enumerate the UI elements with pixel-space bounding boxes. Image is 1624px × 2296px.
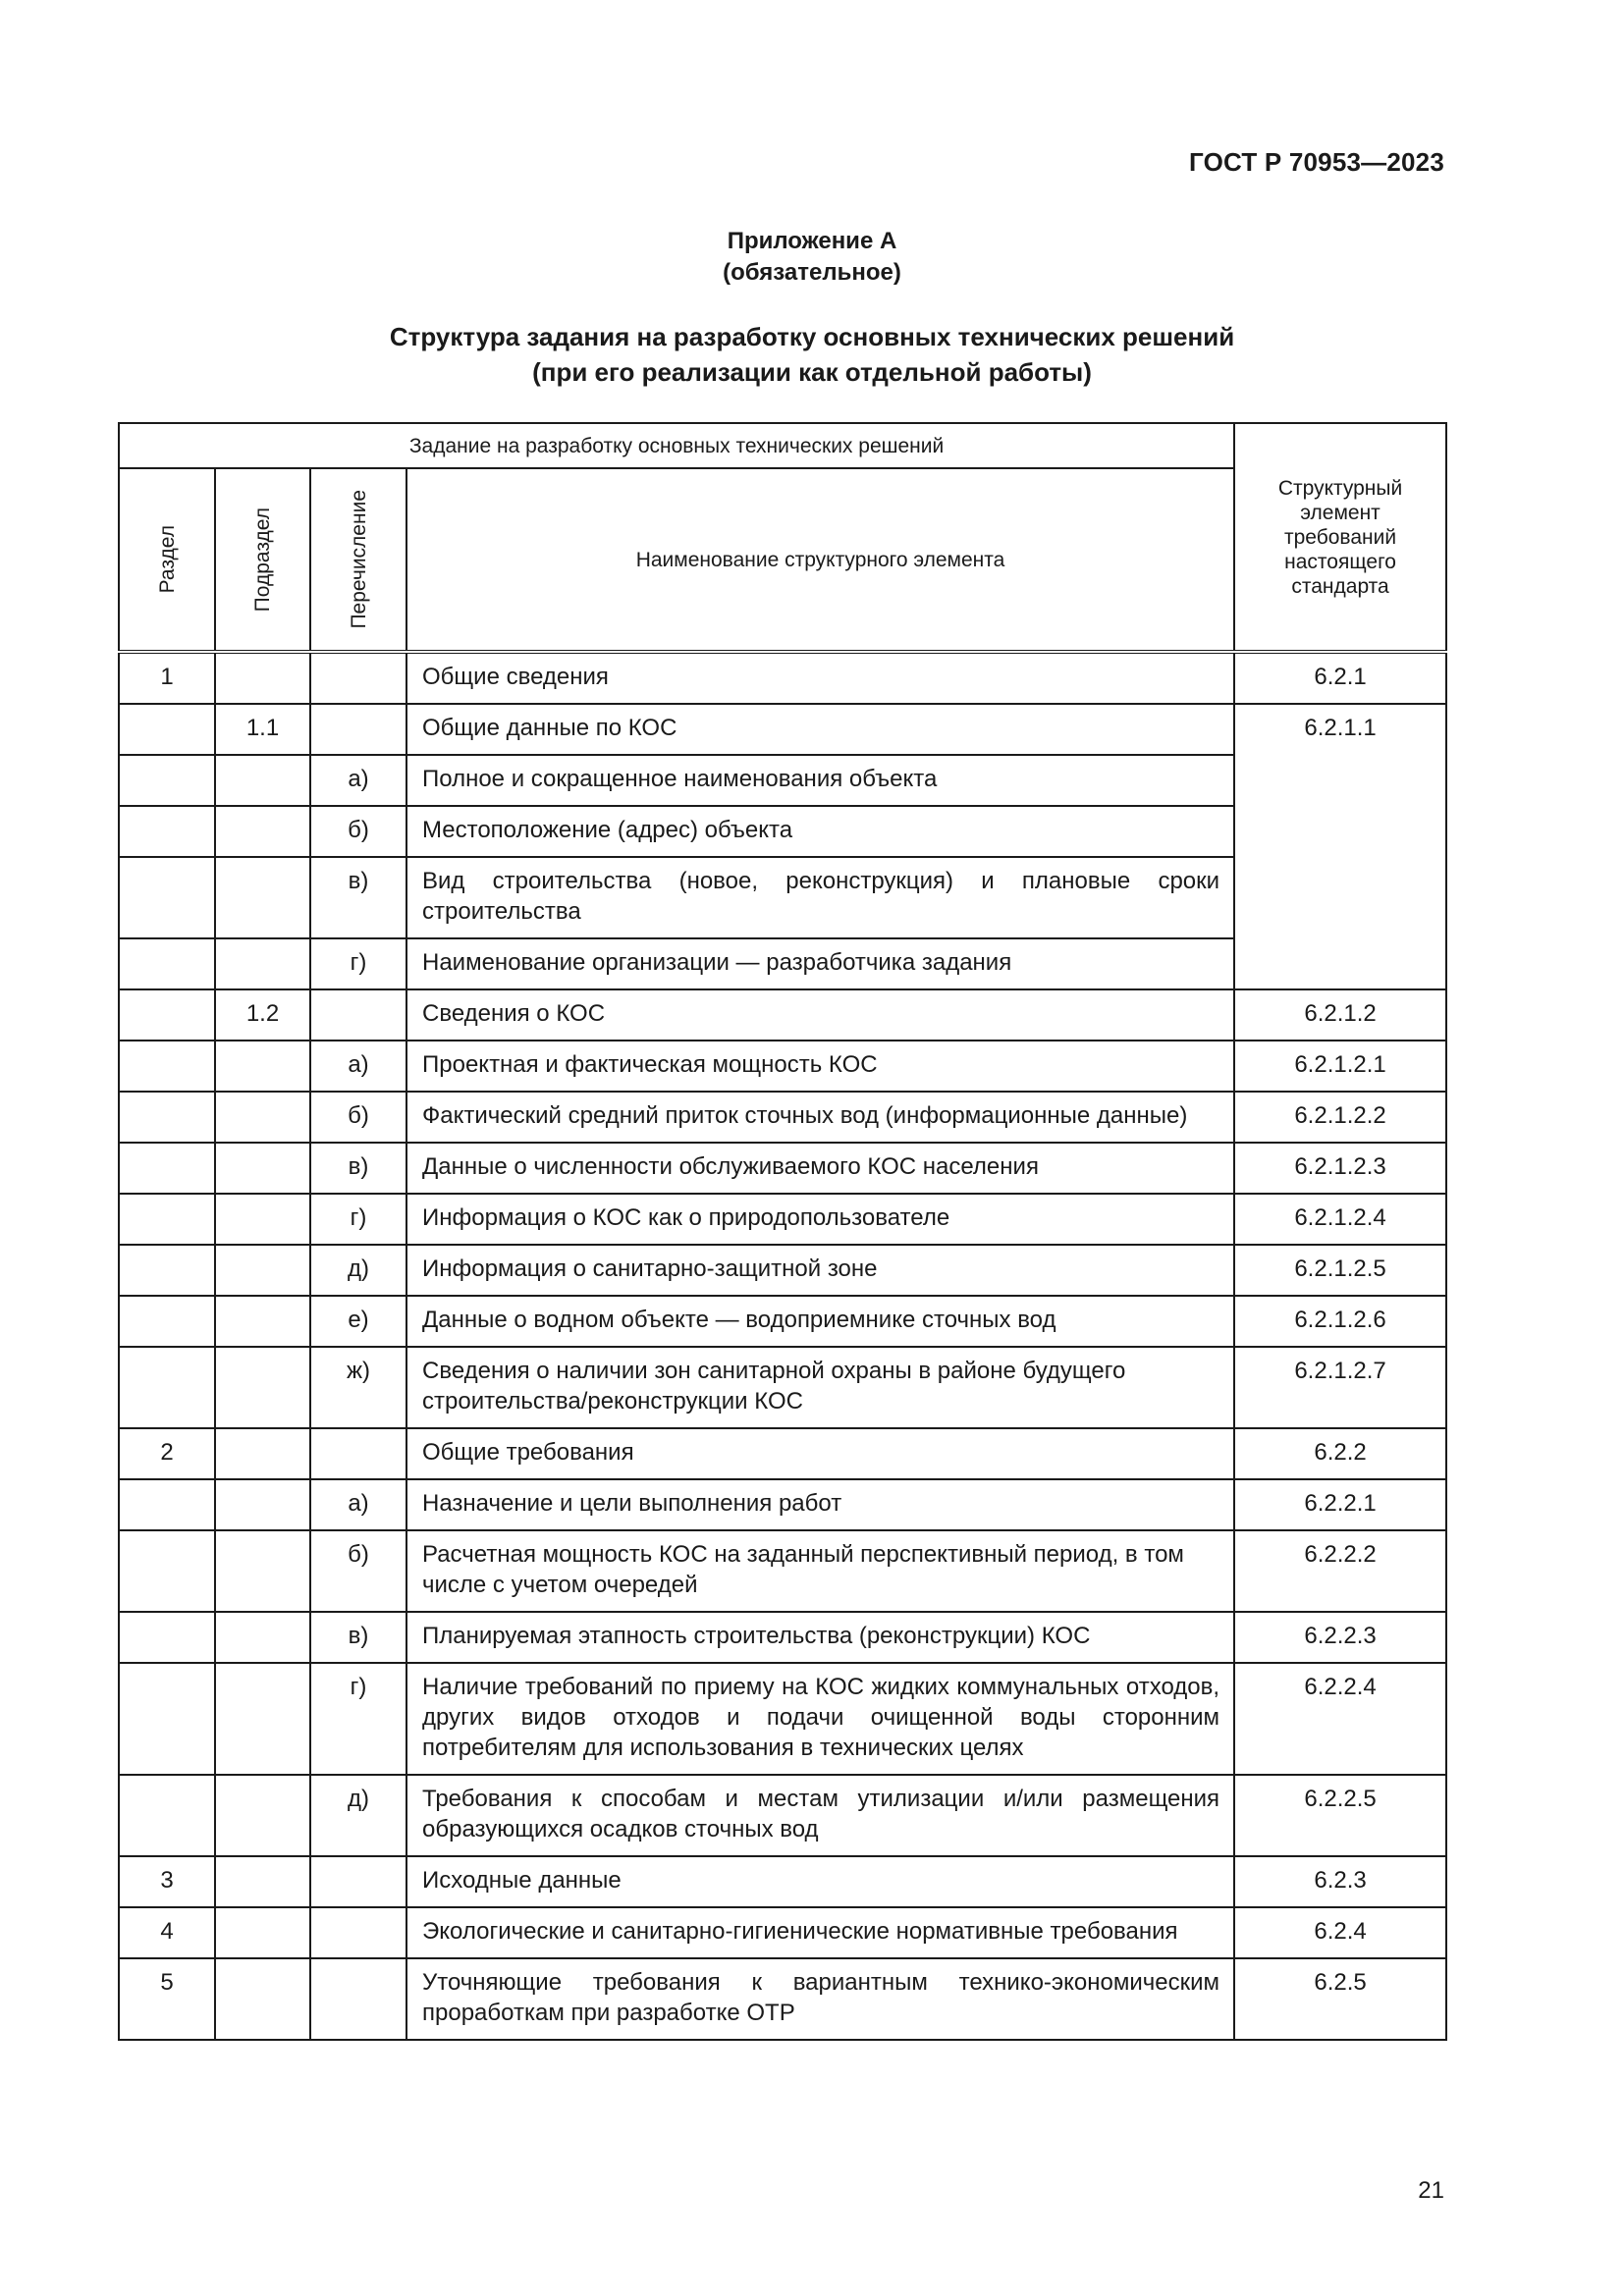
cell-section (119, 1296, 215, 1347)
cell-section: 4 (119, 1907, 215, 1958)
cell-name: Информация о санитарно-защитной зоне (406, 1245, 1234, 1296)
cell-section (119, 1143, 215, 1194)
appendix-status: (обязательное) (723, 259, 901, 286)
table-body (119, 652, 1446, 2040)
cell-enumeration (310, 704, 406, 755)
table-row (119, 1347, 1446, 1428)
cell-enumeration (310, 1907, 406, 1958)
cell-name: Данные о водном объекте — водоприемнике сточных вод (406, 1296, 1234, 1347)
cell-section (119, 1194, 215, 1245)
cell-name: Общие сведения (406, 652, 1234, 704)
cell-enumeration: а) (310, 1479, 406, 1530)
cell-enumeration: б) (310, 1530, 406, 1612)
cell-code: 6.2.2.4 (1234, 1663, 1446, 1775)
cell-name: Планируемая этапность строительства (реконструкции) КОС (406, 1612, 1234, 1663)
cell-code: 6.2.2.1 (1234, 1479, 1446, 1530)
cell-enumeration: в) (310, 1143, 406, 1194)
cell-enumeration: г) (310, 938, 406, 989)
cell-name: Фактический средний приток сточных вод (информационные данные) (406, 1092, 1234, 1143)
cell-name: Вид строительства (новое, реконструкция) и плановые сроки строительства (406, 857, 1234, 938)
table-row (119, 704, 1446, 755)
table-row (119, 1245, 1446, 1296)
cell-code: 6.2.1.2.2 (1234, 1092, 1446, 1143)
cell-section (119, 1347, 215, 1428)
table-row (119, 1856, 1446, 1907)
cell-subsection (215, 1428, 310, 1479)
cell-section (119, 1775, 215, 1856)
cell-enumeration (310, 1958, 406, 2040)
cell-section: 2 (119, 1428, 215, 1479)
cell-name: Проектная и фактическая мощность КОС (406, 1041, 1234, 1092)
cell-name: Наличие требований по приему на КОС жидких коммунальных отходов, других видов отходов и подачи очищенной воды сторонним потребителям для использования в технических целях (406, 1663, 1234, 1775)
cell-subsection (215, 1775, 310, 1856)
cell-subsection (215, 1194, 310, 1245)
cell-subsection (215, 857, 310, 938)
header-struct-element: Структурный элемент требований настоящего стандарта (1234, 423, 1446, 652)
cell-code: 6.2.2.3 (1234, 1612, 1446, 1663)
cell-code: 6.2.5 (1234, 1958, 1446, 2040)
cell-subsection (215, 1907, 310, 1958)
cell-enumeration: г) (310, 1194, 406, 1245)
cell-subsection (215, 1856, 310, 1907)
cell-name: Экологические и санитарно-гигиенические нормативные требования (406, 1907, 1234, 1958)
cell-name: Информация о КОС как о природопользователе (406, 1194, 1234, 1245)
cell-section (119, 938, 215, 989)
cell-name: Сведения о КОС (406, 989, 1234, 1041)
cell-enumeration: б) (310, 806, 406, 857)
cell-code: 6.2.1.2.7 (1234, 1347, 1446, 1428)
cell-subsection (215, 1479, 310, 1530)
cell-enumeration: в) (310, 857, 406, 938)
title-line-1: Структура задания на разработку основных технических решений (389, 322, 1235, 351)
cell-name: Назначение и цели выполнения работ (406, 1479, 1234, 1530)
cell-name: Расчетная мощность КОС на заданный перспективный период, в том числе с учетом очередей (406, 1530, 1234, 1612)
table-row (119, 1958, 1446, 2040)
cell-code: 6.2.2 (1234, 1428, 1446, 1479)
header-element-name: Наименование структурного элемента (406, 468, 1234, 652)
page-title (0, 319, 1624, 390)
header-task-title: Задание на разработку основных технических решений (119, 423, 1234, 468)
structure-table (118, 422, 1447, 2041)
cell-subsection (215, 1296, 310, 1347)
table-row (119, 989, 1446, 1041)
cell-subsection (215, 755, 310, 806)
cell-section (119, 1041, 215, 1092)
cell-subsection (215, 1530, 310, 1612)
table-row (119, 1194, 1446, 1245)
cell-subsection (215, 1092, 310, 1143)
table-header (119, 423, 1446, 652)
cell-code: 6.2.4 (1234, 1907, 1446, 1958)
table-row (119, 652, 1446, 704)
cell-subsection: 1.1 (215, 704, 310, 755)
cell-subsection (215, 1612, 310, 1663)
table-row (119, 1479, 1446, 1530)
table-row (119, 1041, 1446, 1092)
cell-subsection (215, 1663, 310, 1775)
cell-section: 3 (119, 1856, 215, 1907)
table-row (119, 1530, 1446, 1612)
cell-name: Исходные данные (406, 1856, 1234, 1907)
cell-code: 6.2.1.1 (1234, 704, 1446, 989)
cell-code: 6.2.1.2.5 (1234, 1245, 1446, 1296)
cell-enumeration: а) (310, 755, 406, 806)
cell-subsection (215, 1245, 310, 1296)
cell-section (119, 806, 215, 857)
cell-enumeration: ж) (310, 1347, 406, 1428)
title-line-2: (при его реализации как отдельной работы) (532, 357, 1092, 387)
cell-subsection (215, 1041, 310, 1092)
header-enumeration: Перечисление (310, 468, 406, 652)
cell-section (119, 1663, 215, 1775)
page-number: 21 (1418, 2177, 1444, 2204)
cell-subsection (215, 652, 310, 704)
cell-code: 6.2.1 (1234, 652, 1446, 704)
cell-enumeration: д) (310, 1775, 406, 1856)
cell-code: 6.2.1.2 (1234, 989, 1446, 1041)
table-row (119, 1612, 1446, 1663)
header-subsection: Подраздел (215, 468, 310, 652)
cell-name: Полное и сокращенное наименования объекта (406, 755, 1234, 806)
cell-subsection (215, 806, 310, 857)
cell-section (119, 1092, 215, 1143)
cell-section: 1 (119, 652, 215, 704)
cell-code: 6.2.3 (1234, 1856, 1446, 1907)
cell-name: Общие данные по КОС (406, 704, 1234, 755)
cell-section (119, 1245, 215, 1296)
cell-code: 6.2.1.2.3 (1234, 1143, 1446, 1194)
cell-name: Требования к способам и местам утилизации и/или размещения образующихся осадков сточных вод (406, 1775, 1234, 1856)
table-row (119, 1092, 1446, 1143)
cell-section (119, 1530, 215, 1612)
cell-name: Местоположение (адрес) объекта (406, 806, 1234, 857)
cell-enumeration: а) (310, 1041, 406, 1092)
cell-subsection (215, 1143, 310, 1194)
cell-name: Данные о численности обслуживаемого КОС населения (406, 1143, 1234, 1194)
table-row (119, 1143, 1446, 1194)
cell-name: Общие требования (406, 1428, 1234, 1479)
table-row (119, 1663, 1446, 1775)
cell-subsection: 1.2 (215, 989, 310, 1041)
cell-name: Сведения о наличии зон санитарной охраны в районе будущего строительства/реконструкции КОС (406, 1347, 1234, 1428)
cell-name: Уточняющие требования к вариантным технико-экономическим проработкам при разработке ОТР (406, 1958, 1234, 2040)
cell-code: 6.2.2.2 (1234, 1530, 1446, 1612)
cell-section (119, 704, 215, 755)
cell-enumeration: в) (310, 1612, 406, 1663)
cell-subsection (215, 938, 310, 989)
cell-section (119, 989, 215, 1041)
table-row (119, 1775, 1446, 1856)
cell-enumeration (310, 1428, 406, 1479)
cell-section (119, 1479, 215, 1530)
cell-code: 6.2.1.2.6 (1234, 1296, 1446, 1347)
cell-section (119, 857, 215, 938)
cell-code: 6.2.1.2.1 (1234, 1041, 1446, 1092)
cell-code: 6.2.2.5 (1234, 1775, 1446, 1856)
cell-section (119, 1612, 215, 1663)
table-row (119, 1907, 1446, 1958)
cell-subsection (215, 1347, 310, 1428)
cell-enumeration: б) (310, 1092, 406, 1143)
header-section: Раздел (119, 468, 215, 652)
appendix-heading (0, 226, 1624, 289)
cell-enumeration: е) (310, 1296, 406, 1347)
document-id: ГОСТ Р 70953—2023 (1189, 147, 1444, 177)
appendix-label: Приложение А (727, 228, 897, 254)
cell-enumeration (310, 652, 406, 704)
cell-section: 5 (119, 1958, 215, 2040)
table-row (119, 1296, 1446, 1347)
cell-enumeration (310, 1856, 406, 1907)
cell-enumeration: д) (310, 1245, 406, 1296)
cell-section (119, 755, 215, 806)
cell-code: 6.2.1.2.4 (1234, 1194, 1446, 1245)
cell-enumeration (310, 989, 406, 1041)
cell-subsection (215, 1958, 310, 2040)
cell-name: Наименование организации — разработчика задания (406, 938, 1234, 989)
table-row (119, 1428, 1446, 1479)
cell-enumeration: г) (310, 1663, 406, 1775)
